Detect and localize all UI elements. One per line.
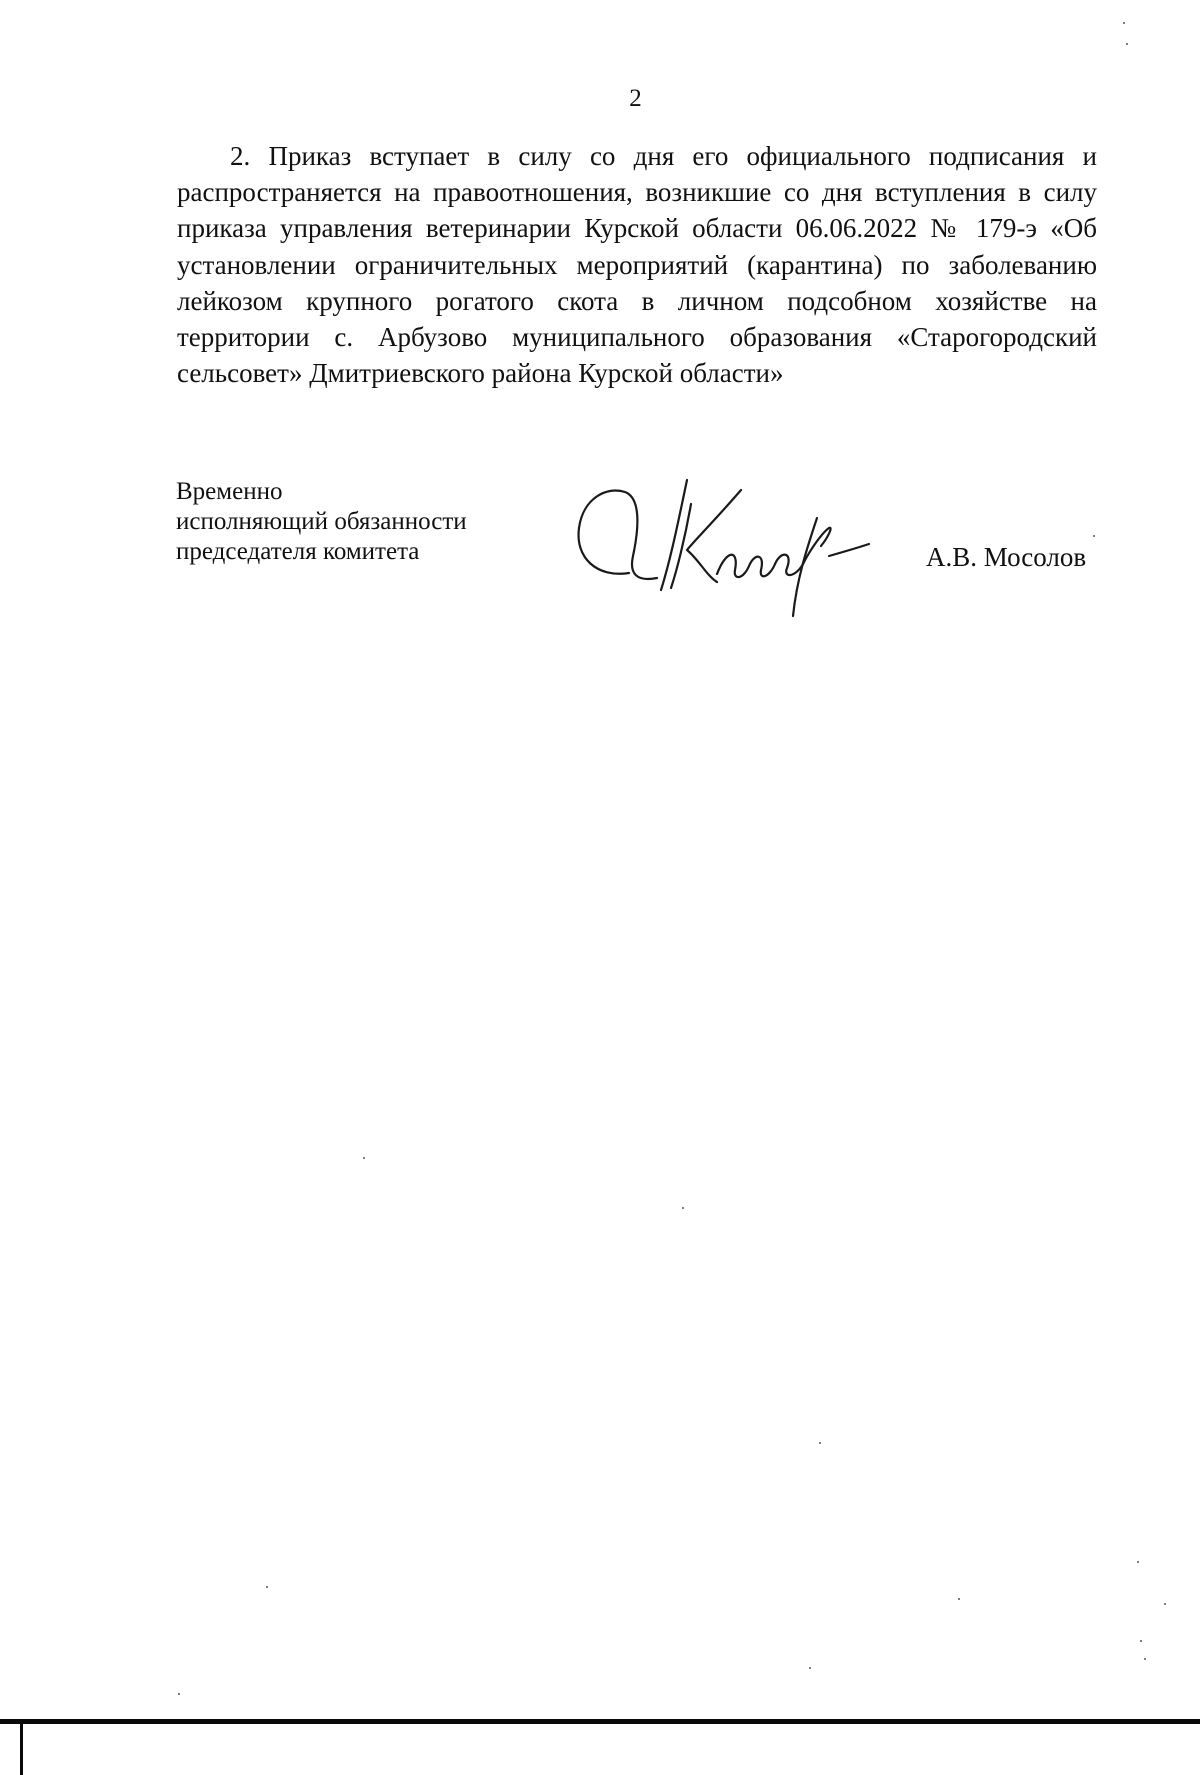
signatory-position — [176, 477, 467, 567]
scan-speck — [363, 1157, 365, 1159]
bottom-rule — [0, 1719, 1200, 1724]
position-line-3: председателя комитета — [176, 538, 420, 565]
scan-speck — [1137, 1561, 1139, 1563]
scan-speck — [1144, 1658, 1146, 1660]
signer-name: А.В. Мосолов — [926, 542, 1087, 572]
scan-speck — [1140, 1640, 1142, 1642]
handwritten-signature — [567, 478, 872, 621]
scan-speck — [266, 1586, 268, 1588]
position-line-1: Временно — [176, 478, 283, 505]
page-number: 2 — [629, 85, 642, 112]
scan-speck — [1164, 1603, 1166, 1605]
corner-tick — [20, 1719, 23, 1775]
scan-speck — [958, 1598, 960, 1600]
order-paragraph: 2. Приказ вступает в силу со дня его официального подписания и распространяется на правоотношения, возникшие со дня вступления в силу приказа управления ветеринарии Курской области 06.06.2022 № 179-э «Об установлении ограничительных мероприятий (карантина) по заболеванию лейкозом крупного рогатого скота в личном подсобном хозяйстве на территории с. Арбузово муниципального образования «Старогородский сельсовет» Дмитриевского района Курской области» — [177, 141, 1097, 389]
scan-speck — [682, 1207, 684, 1209]
scan-speck — [809, 1667, 811, 1669]
scan-speck — [1093, 535, 1095, 537]
position-line-2: исполняющий обязанности — [176, 508, 467, 535]
scan-speck — [1123, 22, 1125, 24]
scan-speck — [819, 1442, 821, 1444]
scan-speck — [1126, 43, 1128, 45]
scan-speck — [178, 1693, 180, 1695]
